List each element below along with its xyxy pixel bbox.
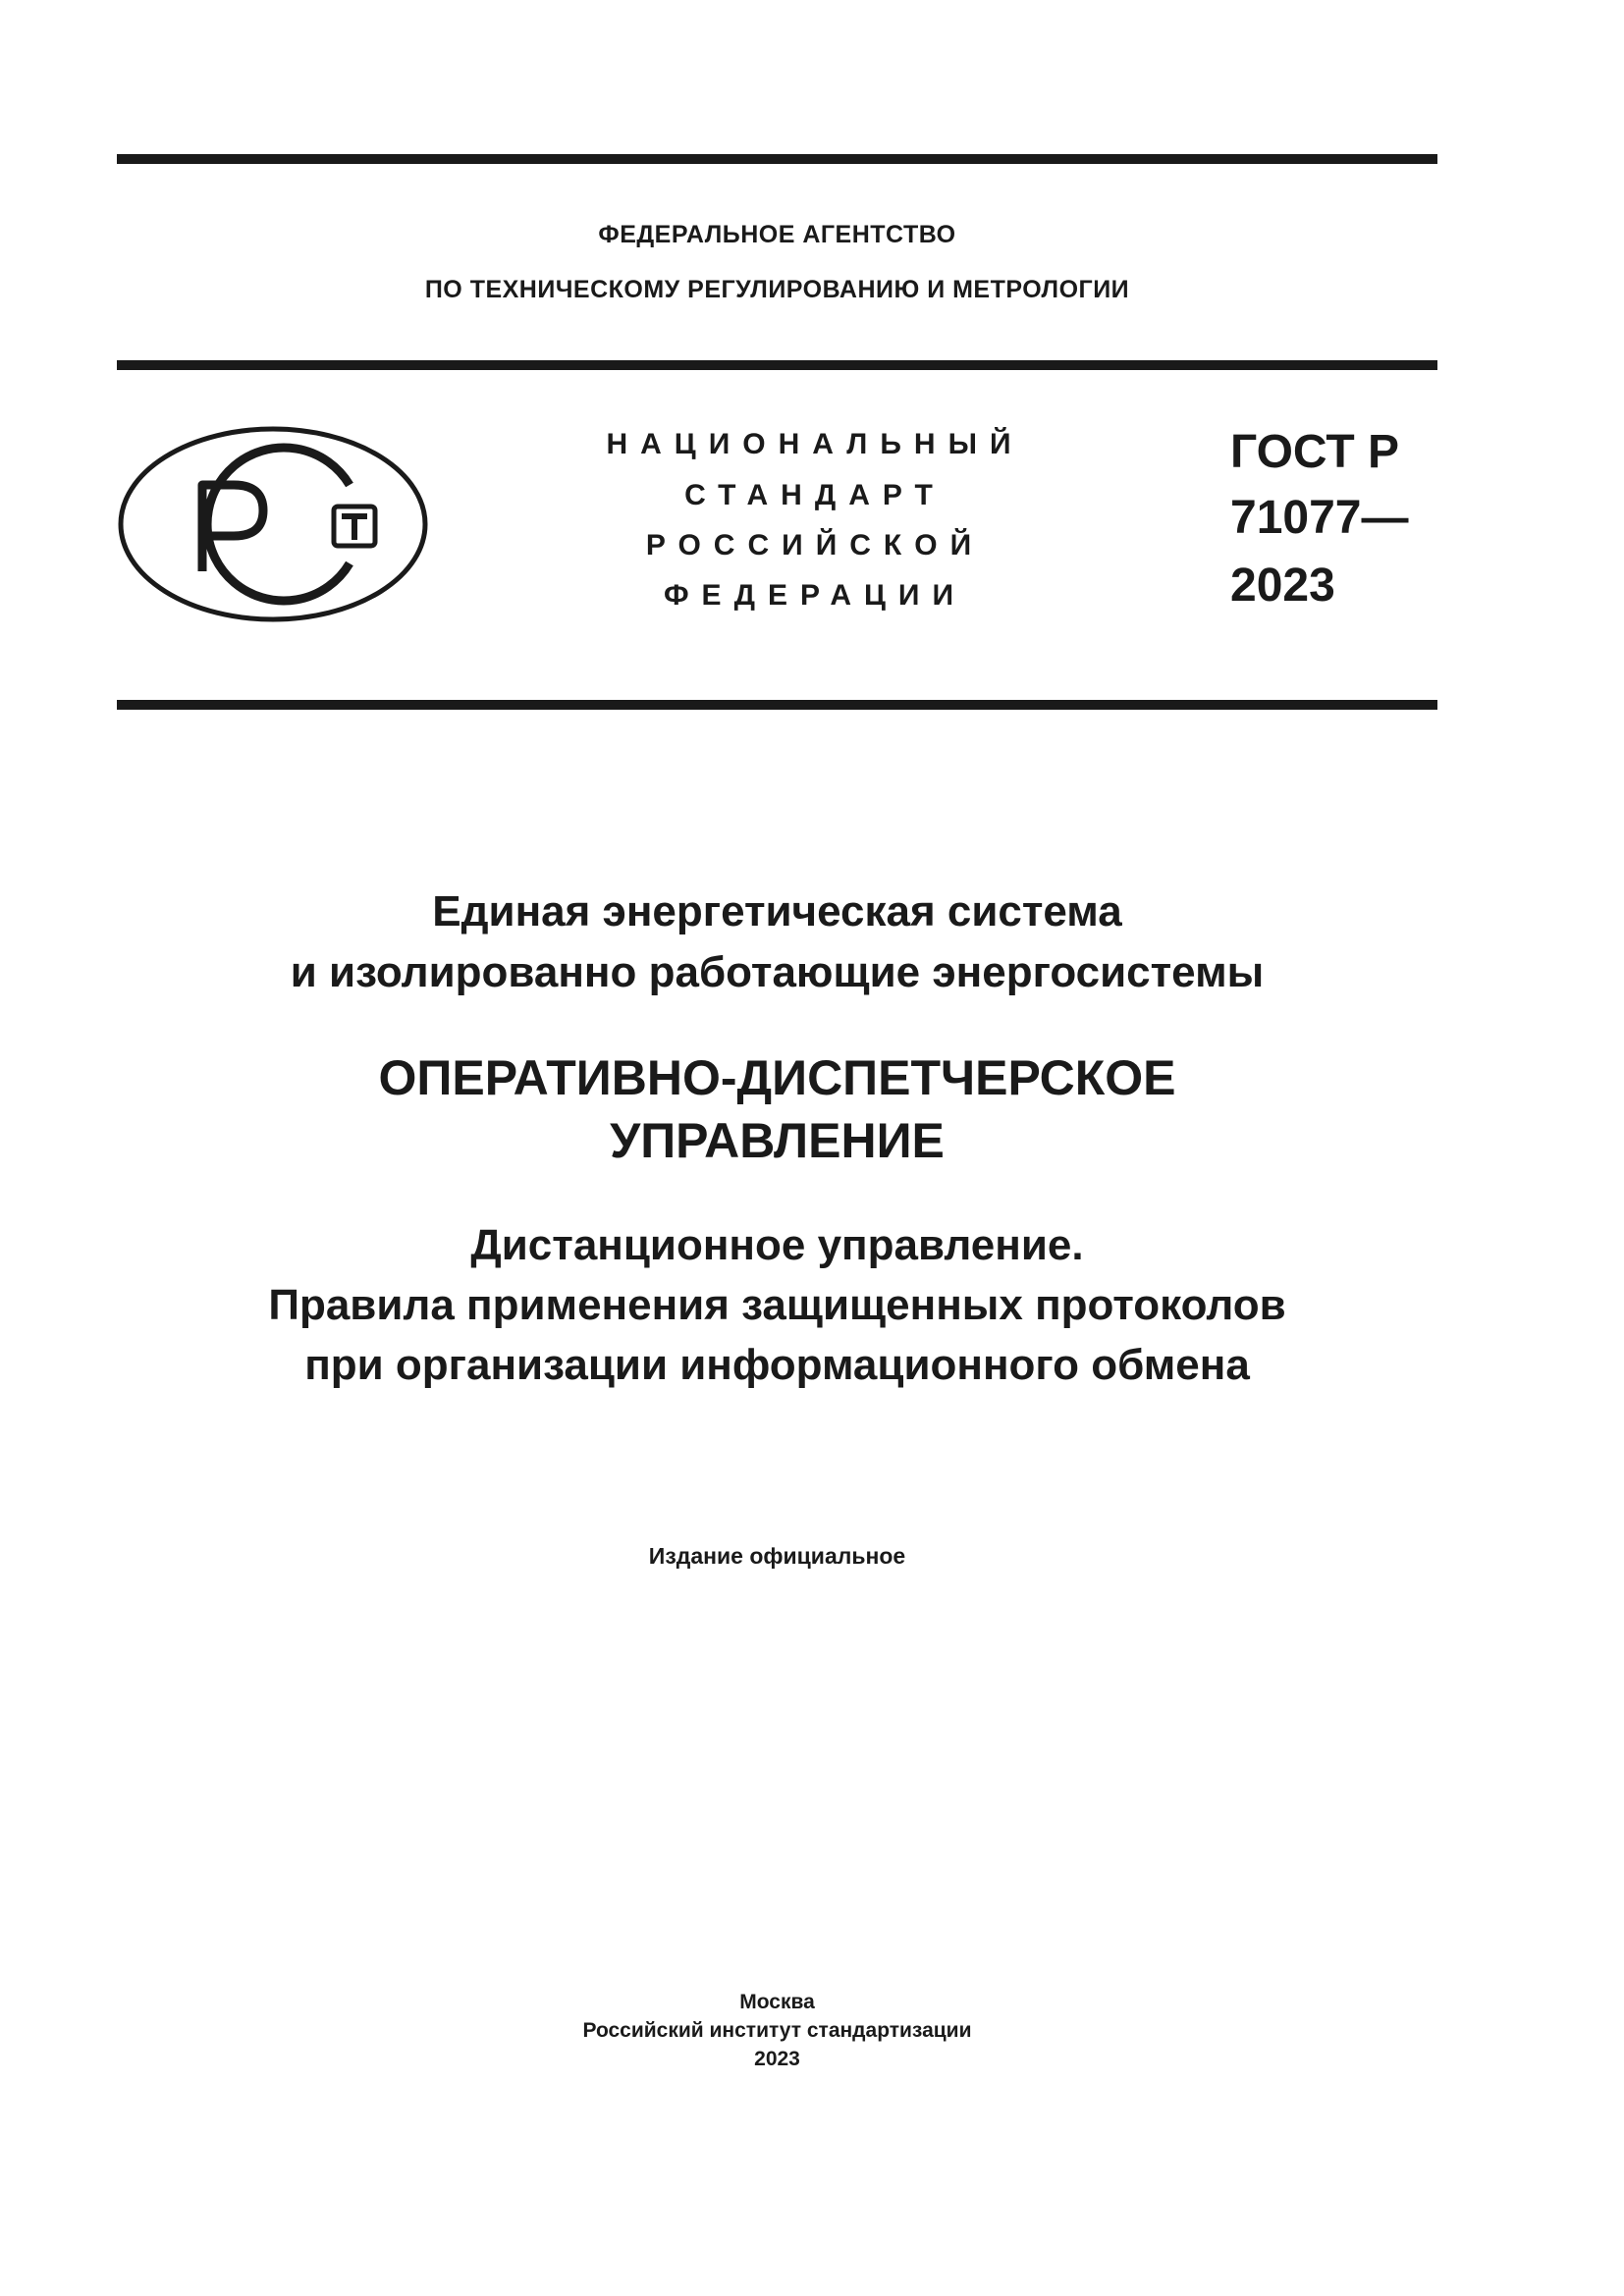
designation-line-3: 2023 (1230, 560, 1335, 612)
main-title-line-1: ОПЕРАТИВНО-ДИСПЕТЧЕРСКОЕ (378, 1050, 1176, 1105)
description-line-1: Дистанционное управление. (470, 1221, 1084, 1269)
agency-line-2: ПО ТЕХНИЧЕСКОМУ РЕГУЛИРОВАНИЮ И МЕТРОЛОГИИ (424, 276, 1130, 303)
designation-line-1: ГОСТ Р (1230, 426, 1400, 478)
imprint-year: 2023 (754, 2048, 800, 2070)
description-line-2: Правила применения защищенных протоколов (268, 1281, 1286, 1329)
national-standard-line-2: СТАНДАРТ (684, 479, 946, 511)
designation-line-2: 71077— (1230, 492, 1409, 544)
top-rule (117, 154, 1437, 164)
main-title-line-2: УПРАВЛЕНИЕ (610, 1113, 945, 1168)
description-line-3: при организации информационного обмена (304, 1341, 1250, 1389)
national-standard-line-1: НАЦИОНАЛЬНЫЙ (606, 428, 1024, 460)
rst-certification-mark-icon (116, 424, 430, 624)
subtitle-line-1: Единая энергетическая система (432, 887, 1122, 935)
middle-rule (117, 360, 1437, 370)
subtitle-line-2: и изолированно работающие энергосистемы (290, 948, 1265, 996)
bottom-rule (117, 700, 1437, 710)
agency-line-1: ФЕДЕРАЛЬНОЕ АГЕНТСТВО (598, 221, 956, 248)
imprint-city: Москва (739, 1991, 815, 2013)
imprint-publisher: Российский институт стандартизации (582, 2019, 972, 2042)
national-standard-line-3: РОССИЙСКОЙ (645, 529, 985, 561)
national-standard-line-4: ФЕДЕРАЦИИ (663, 579, 967, 612)
edition-label: Издание официальное (648, 1543, 906, 1569)
